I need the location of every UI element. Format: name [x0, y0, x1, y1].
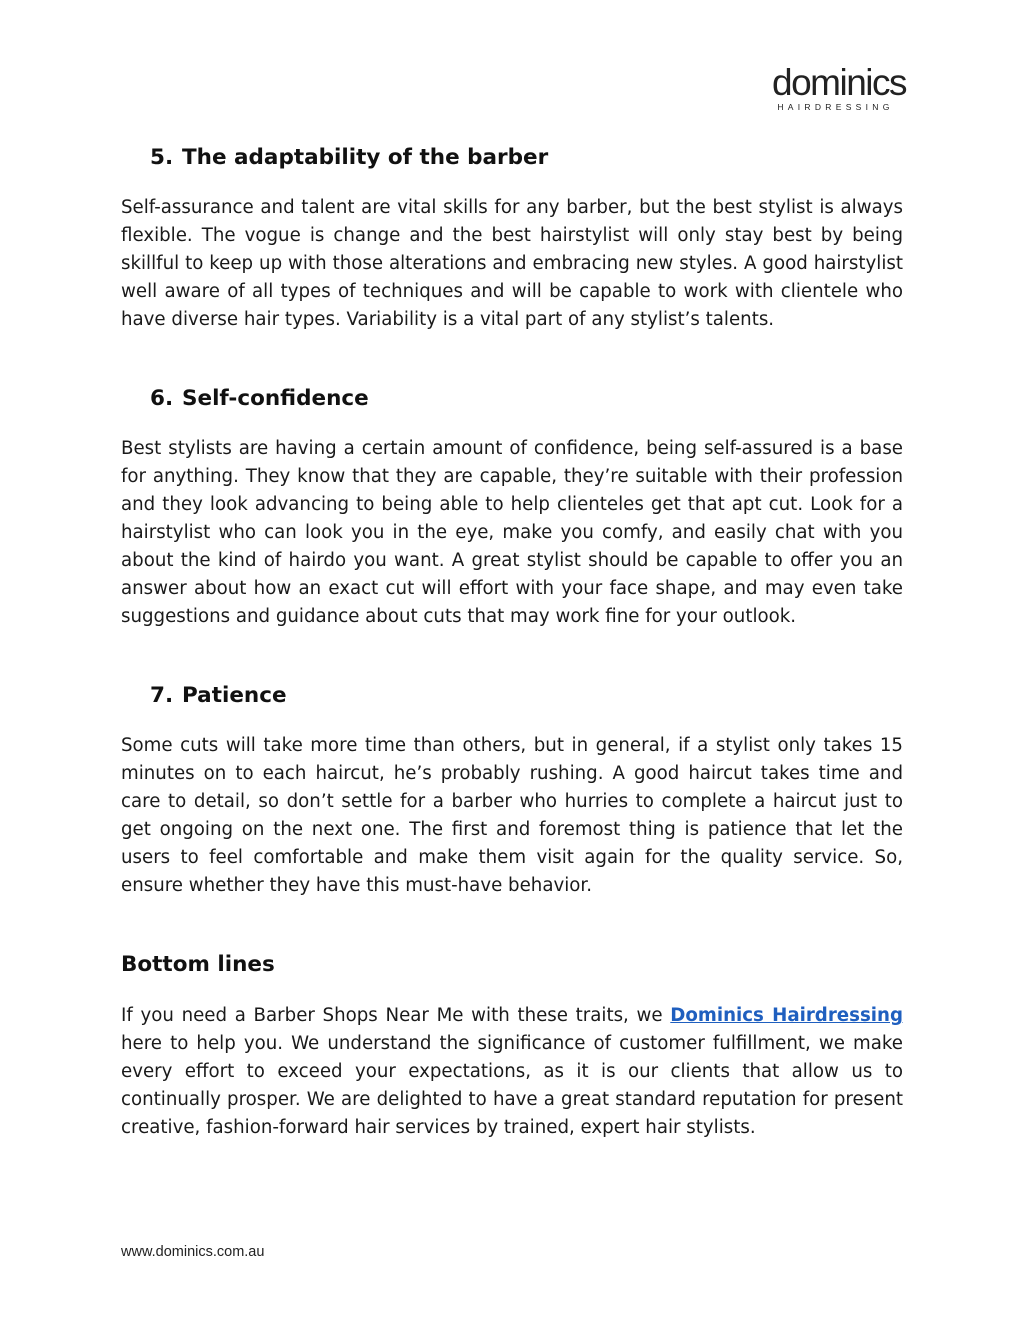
- section-7-paragraph: Some cuts will take more time than others, but in general, if a stylist only takes 15 minutes on to each haircut, he’s probably rushing. A good haircut takes time and care to detail, so don’t settle for a barber who hurries to complete a haircut just to get ongoing on the next one. The first and foremost thing is patience that let the users to feel comfortable and make them visit again for the quality service. So, ensure whether they have this must-have behavior.: [121, 735, 903, 896]
- bottom-lines-paragraph: [121, 1002, 903, 1142]
- section-5-heading: [150, 145, 548, 171]
- section-5-number: 5.: [150, 145, 174, 170]
- section-6-paragraph: Best stylists are having a certain amount of confidence, being self-assured is a base for anything. They know that they are capable, they’re suitable with their profession and they look advancing to being able to help clienteles get that apt cut. Look for a hairstylist who can look you in the eye, make you comfy, and easily chat with you about the kind of hairdo you want. A great stylist should be capable to offer you an answer about how an exact cut will effort with your face shape, and may even take suggestions and guidance about cuts that may work fine for your outlook.: [121, 438, 903, 627]
- section-6-heading: [150, 386, 369, 412]
- bottom-lines-heading: Bottom lines: [121, 952, 275, 977]
- logo-wordmark: dominics: [772, 62, 906, 103]
- bottom-intro-text: If you need a Barber Shops Near Me with these traits, we: [121, 1005, 671, 1026]
- bottom-rest-text: here to help you. We understand the significance of customer fulfillment, we make every effort to exceed your expectations, as it is our clients that allow us to continually prosper. We are delighted to have a great standard reputation for present creative, fashion-forward hair services by trained, expert hair stylists.: [121, 1033, 903, 1138]
- section-5-paragraph: Self-assurance and talent are vital skills for any barber, but the best stylist is always flexible. The vogue is change and the best hairstylist will only stay best by being skillful to keep up with those alterations and embracing new styles. A good hairstylist well aware of all types of techniques and will be capable to work with clientele who have diverse hair types. Variability is a vital part of any stylist’s talents.: [121, 197, 903, 330]
- dominics-hairdressing-link[interactable]: Dominics Hairdressing: [670, 1005, 903, 1026]
- section-6-number: 6.: [150, 386, 174, 411]
- section-7-number: 7.: [150, 683, 174, 708]
- section-7-title: Patience: [182, 683, 287, 708]
- logo-tagline: HAIRDRESSING: [777, 102, 894, 112]
- dominics-logo: [772, 62, 906, 112]
- section-6-title: Self-confidence: [182, 386, 369, 411]
- section-7-heading: [150, 683, 287, 709]
- section-5-title: The adaptability of the barber: [182, 145, 549, 170]
- footer-url: www.dominics.com.au: [121, 1244, 265, 1260]
